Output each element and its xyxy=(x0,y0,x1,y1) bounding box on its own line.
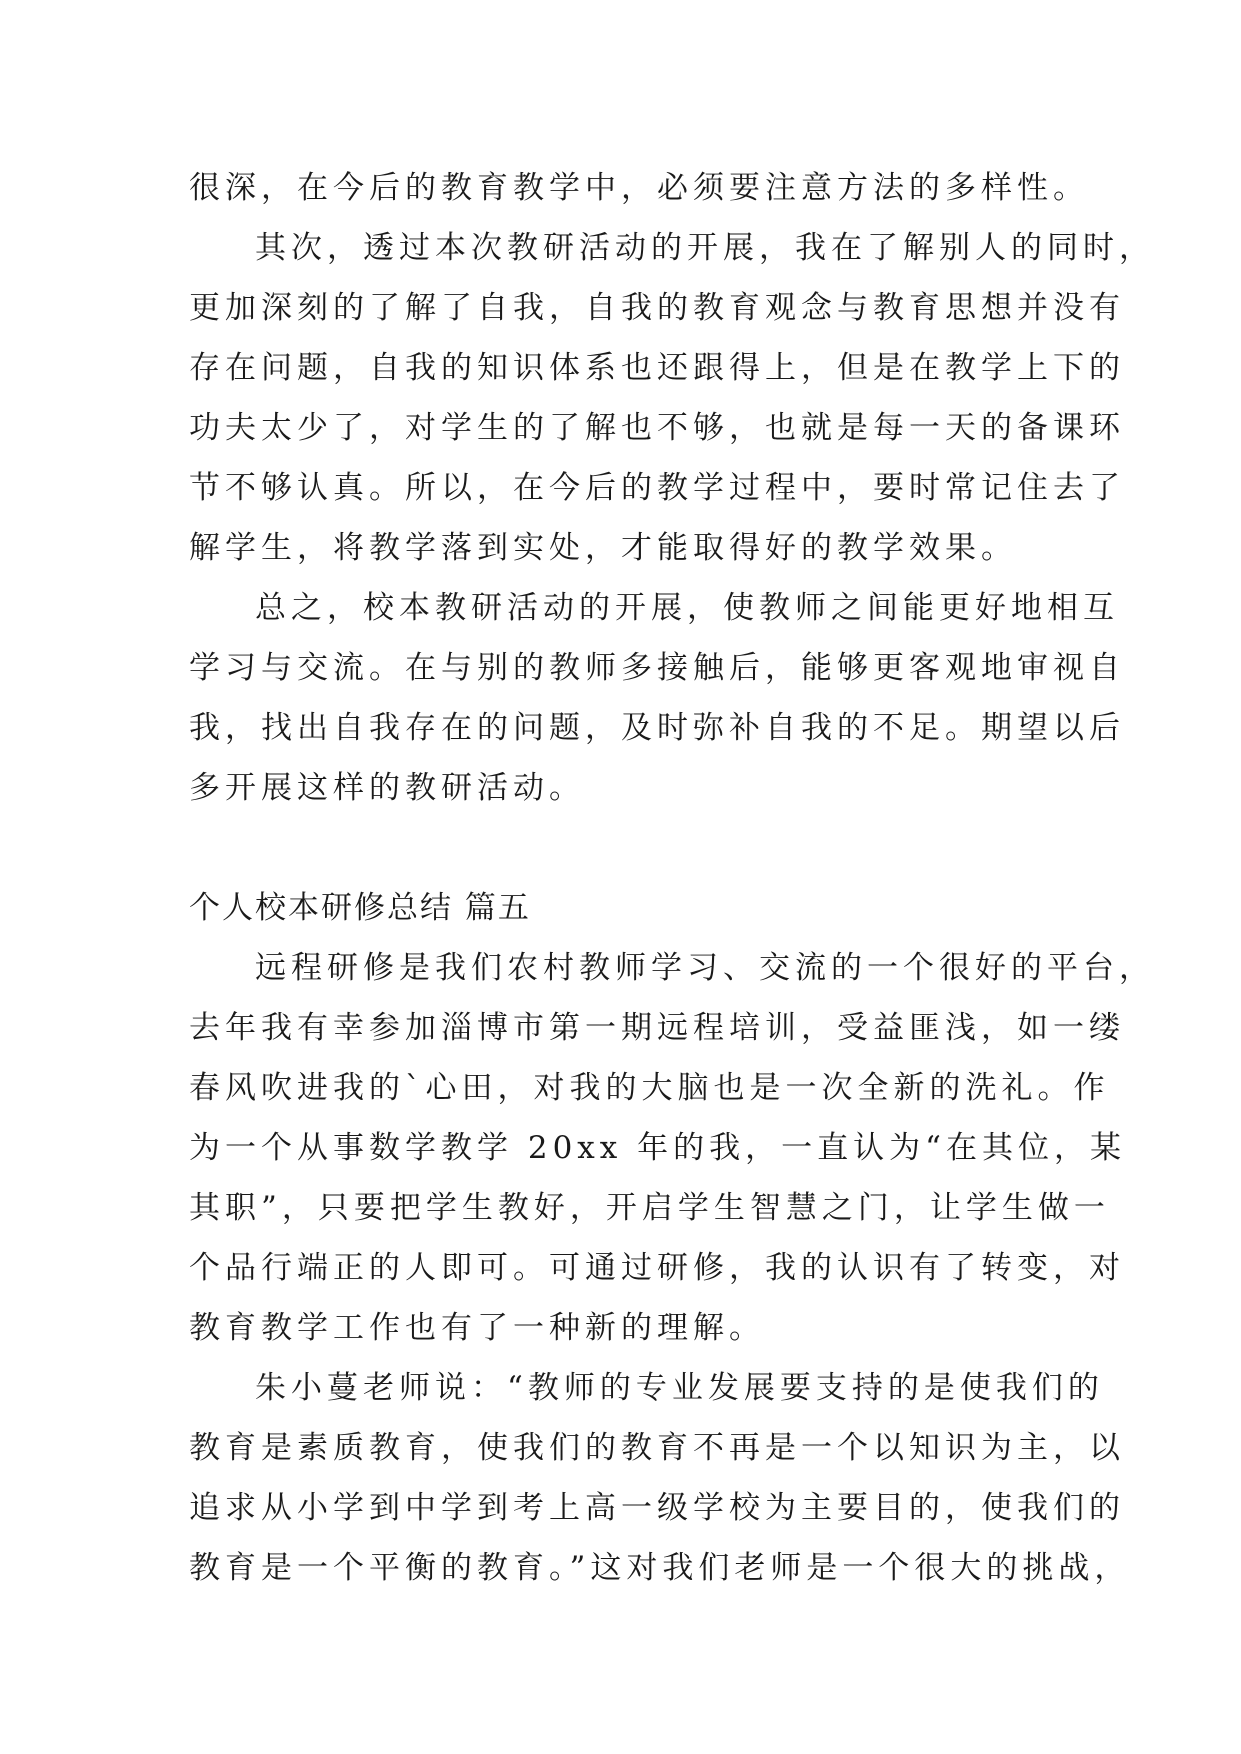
paragraph-3-line-4: 多开展这样的教研活动。 xyxy=(189,770,585,806)
paragraph-5-line-1: 朱小蔓老师说：“教师的专业发展要支持的是使我们的 xyxy=(255,1370,1104,1406)
paragraph-3-line-2: 学习与交流。在与别的教师多接触后，能够更客观地审视自 xyxy=(189,650,1125,686)
paragraph-5-line-3: 追求从小学到中学到考上高一级学校为主要目的，使我们的 xyxy=(189,1490,1125,1526)
paragraph-1-line-1: 很深，在今后的教育教学中，必须要注意方法的多样性。 xyxy=(189,170,1089,206)
paragraph-2-line-4: 功夫太少了，对学生的了解也不够，也就是每一天的备课环 xyxy=(189,410,1125,446)
paragraph-4-line-2: 去年我有幸参加淄博市第一期远程培训，受益匪浅，如一缕 xyxy=(189,1010,1125,1046)
paragraph-4-line-3: 春风吹进我的`心田，对我的大脑也是一次全新的洗礼。作 xyxy=(189,1070,1110,1106)
paragraph-4-line-5: 其职”，只要把学生教好，开启学生智慧之门，让学生做一 xyxy=(189,1190,1110,1226)
paragraph-5-line-4: 教育是一个平衡的教育。”这对我们老师是一个很大的挑战， xyxy=(189,1550,1131,1586)
paragraph-2-line-6: 解学生，将教学落到实处，才能取得好的教学效果。 xyxy=(189,530,1017,566)
paragraph-4-line-4: 为一个从事数学教学 20xx 年的我，一直认为“在其位，某 xyxy=(189,1130,1126,1166)
paragraph-4-line-7: 教育教学工作也有了一种新的理解。 xyxy=(189,1310,765,1346)
paragraph-4-line-6: 个品行端正的人即可。可通过研修，我的认识有了转变，对 xyxy=(189,1250,1125,1286)
paragraph-3-line-3: 我，找出自我存在的问题，及时弥补自我的不足。期望以后 xyxy=(189,710,1125,746)
paragraph-4-line-1: 远程研修是我们农村教师学习、交流的一个很好的平台， xyxy=(255,950,1155,986)
paragraph-2-line-3: 存在问题，自我的知识体系也还跟得上，但是在教学上下的 xyxy=(189,350,1125,386)
paragraph-2-line-2: 更加深刻的了解了自我，自我的教育观念与教育思想并没有 xyxy=(189,290,1125,326)
section-heading: 个人校本研修总结 篇五 xyxy=(189,890,531,926)
paragraph-2-line-5: 节不够认真。所以，在今后的教学过程中，要时常记住去了 xyxy=(189,470,1125,506)
paragraph-2-line-1: 其次，透过本次教研活动的开展，我在了解别人的同时， xyxy=(255,230,1155,266)
paragraph-3-line-1: 总之，校本教研活动的开展，使教师之间能更好地相互 xyxy=(255,590,1119,626)
paragraph-5-line-2: 教育是素质教育，使我们的教育不再是一个以知识为主，以 xyxy=(189,1430,1125,1466)
